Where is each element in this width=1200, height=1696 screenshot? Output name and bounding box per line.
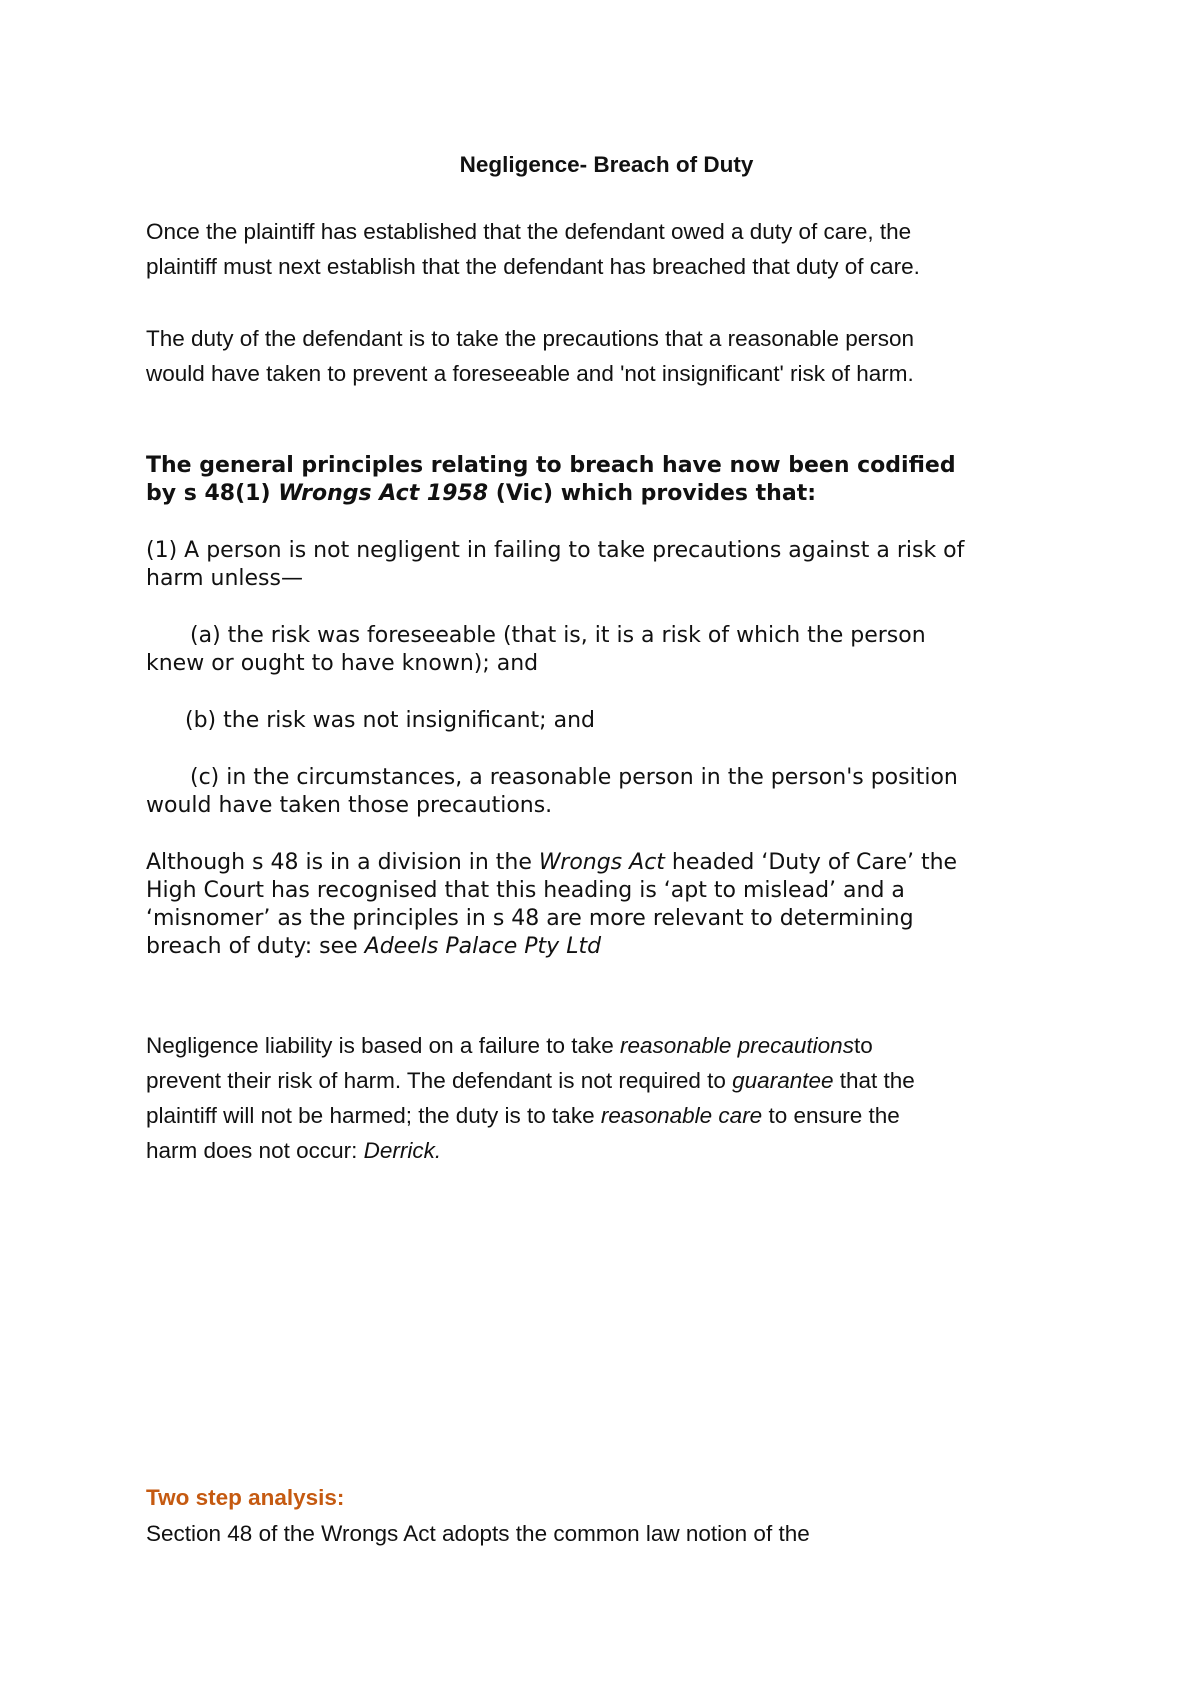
codified-heading-line-1: The general principles relating to breach have now been codified [146, 453, 956, 478]
case-citation: Adeels Palace Pty Ltd [364, 934, 602, 959]
act-name: Wrongs Act 1958 [278, 481, 489, 506]
clause-c-line-1: (c) in the circumstances, a reasonable person in the person's position [190, 765, 958, 790]
codified-heading-line-2: by s 48(1) Wrongs Act 1958 (Vic) which provides that: [146, 481, 817, 506]
clause-c-line-2: would have taken those precautions. [146, 793, 553, 818]
intro-line-2: plaintiff must next establish that the defendant has breached that duty of care. [146, 254, 920, 279]
liability-line-4: harm does not occur: Derrick. [146, 1138, 442, 1163]
division-line-2: High Court has recognised that this heading is ‘apt to mislead’ and a [146, 878, 905, 903]
two-step-heading: Two step analysis: [146, 1485, 345, 1510]
two-step-line-1: Section 48 of the Wrongs Act adopts the common law notion of the [146, 1521, 810, 1546]
liability-line-2: prevent their risk of harm. The defendant is not required to guarantee that the [146, 1068, 915, 1093]
duty-line-1: The duty of the defendant is to take the precautions that a reasonable person [146, 326, 915, 351]
page-title: Negligence- Breach of Duty [459, 152, 754, 177]
intro-line-1: Once the plaintiff has established that the defendant owed a duty of care, the [146, 219, 912, 244]
liability-line-3: plaintiff will not be harmed; the duty is to take reasonable care to ensure the [146, 1103, 900, 1128]
division-line-3: ‘misnomer’ as the principles in s 48 are more relevant to determining [146, 906, 914, 931]
clause-a-line-2: knew or ought to have known); and [146, 651, 539, 676]
clause-1-line-2: harm unless— [146, 566, 303, 591]
duty-line-2: would have taken to prevent a foreseeable and 'not insignificant' risk of harm. [146, 361, 914, 386]
division-line-1: Although s 48 is in a division in the Wrongs Act headed ‘Duty of Care’ the [146, 850, 958, 875]
clause-a-line-1: (a) the risk was foreseeable (that is, it is a risk of which the person [190, 623, 926, 648]
liability-line-1: Negligence liability is based on a failure to take reasonable precautionsto [146, 1033, 873, 1058]
case-citation-derrick: Derrick. [363, 1138, 442, 1163]
clause-1-line-1: (1) A person is not negligent in failing to take precautions against a risk of [146, 538, 965, 563]
division-line-4: breach of duty: see Adeels Palace Pty Ltd [146, 934, 602, 959]
clause-b-line-1: (b) the risk was not insignificant; and [185, 708, 595, 733]
